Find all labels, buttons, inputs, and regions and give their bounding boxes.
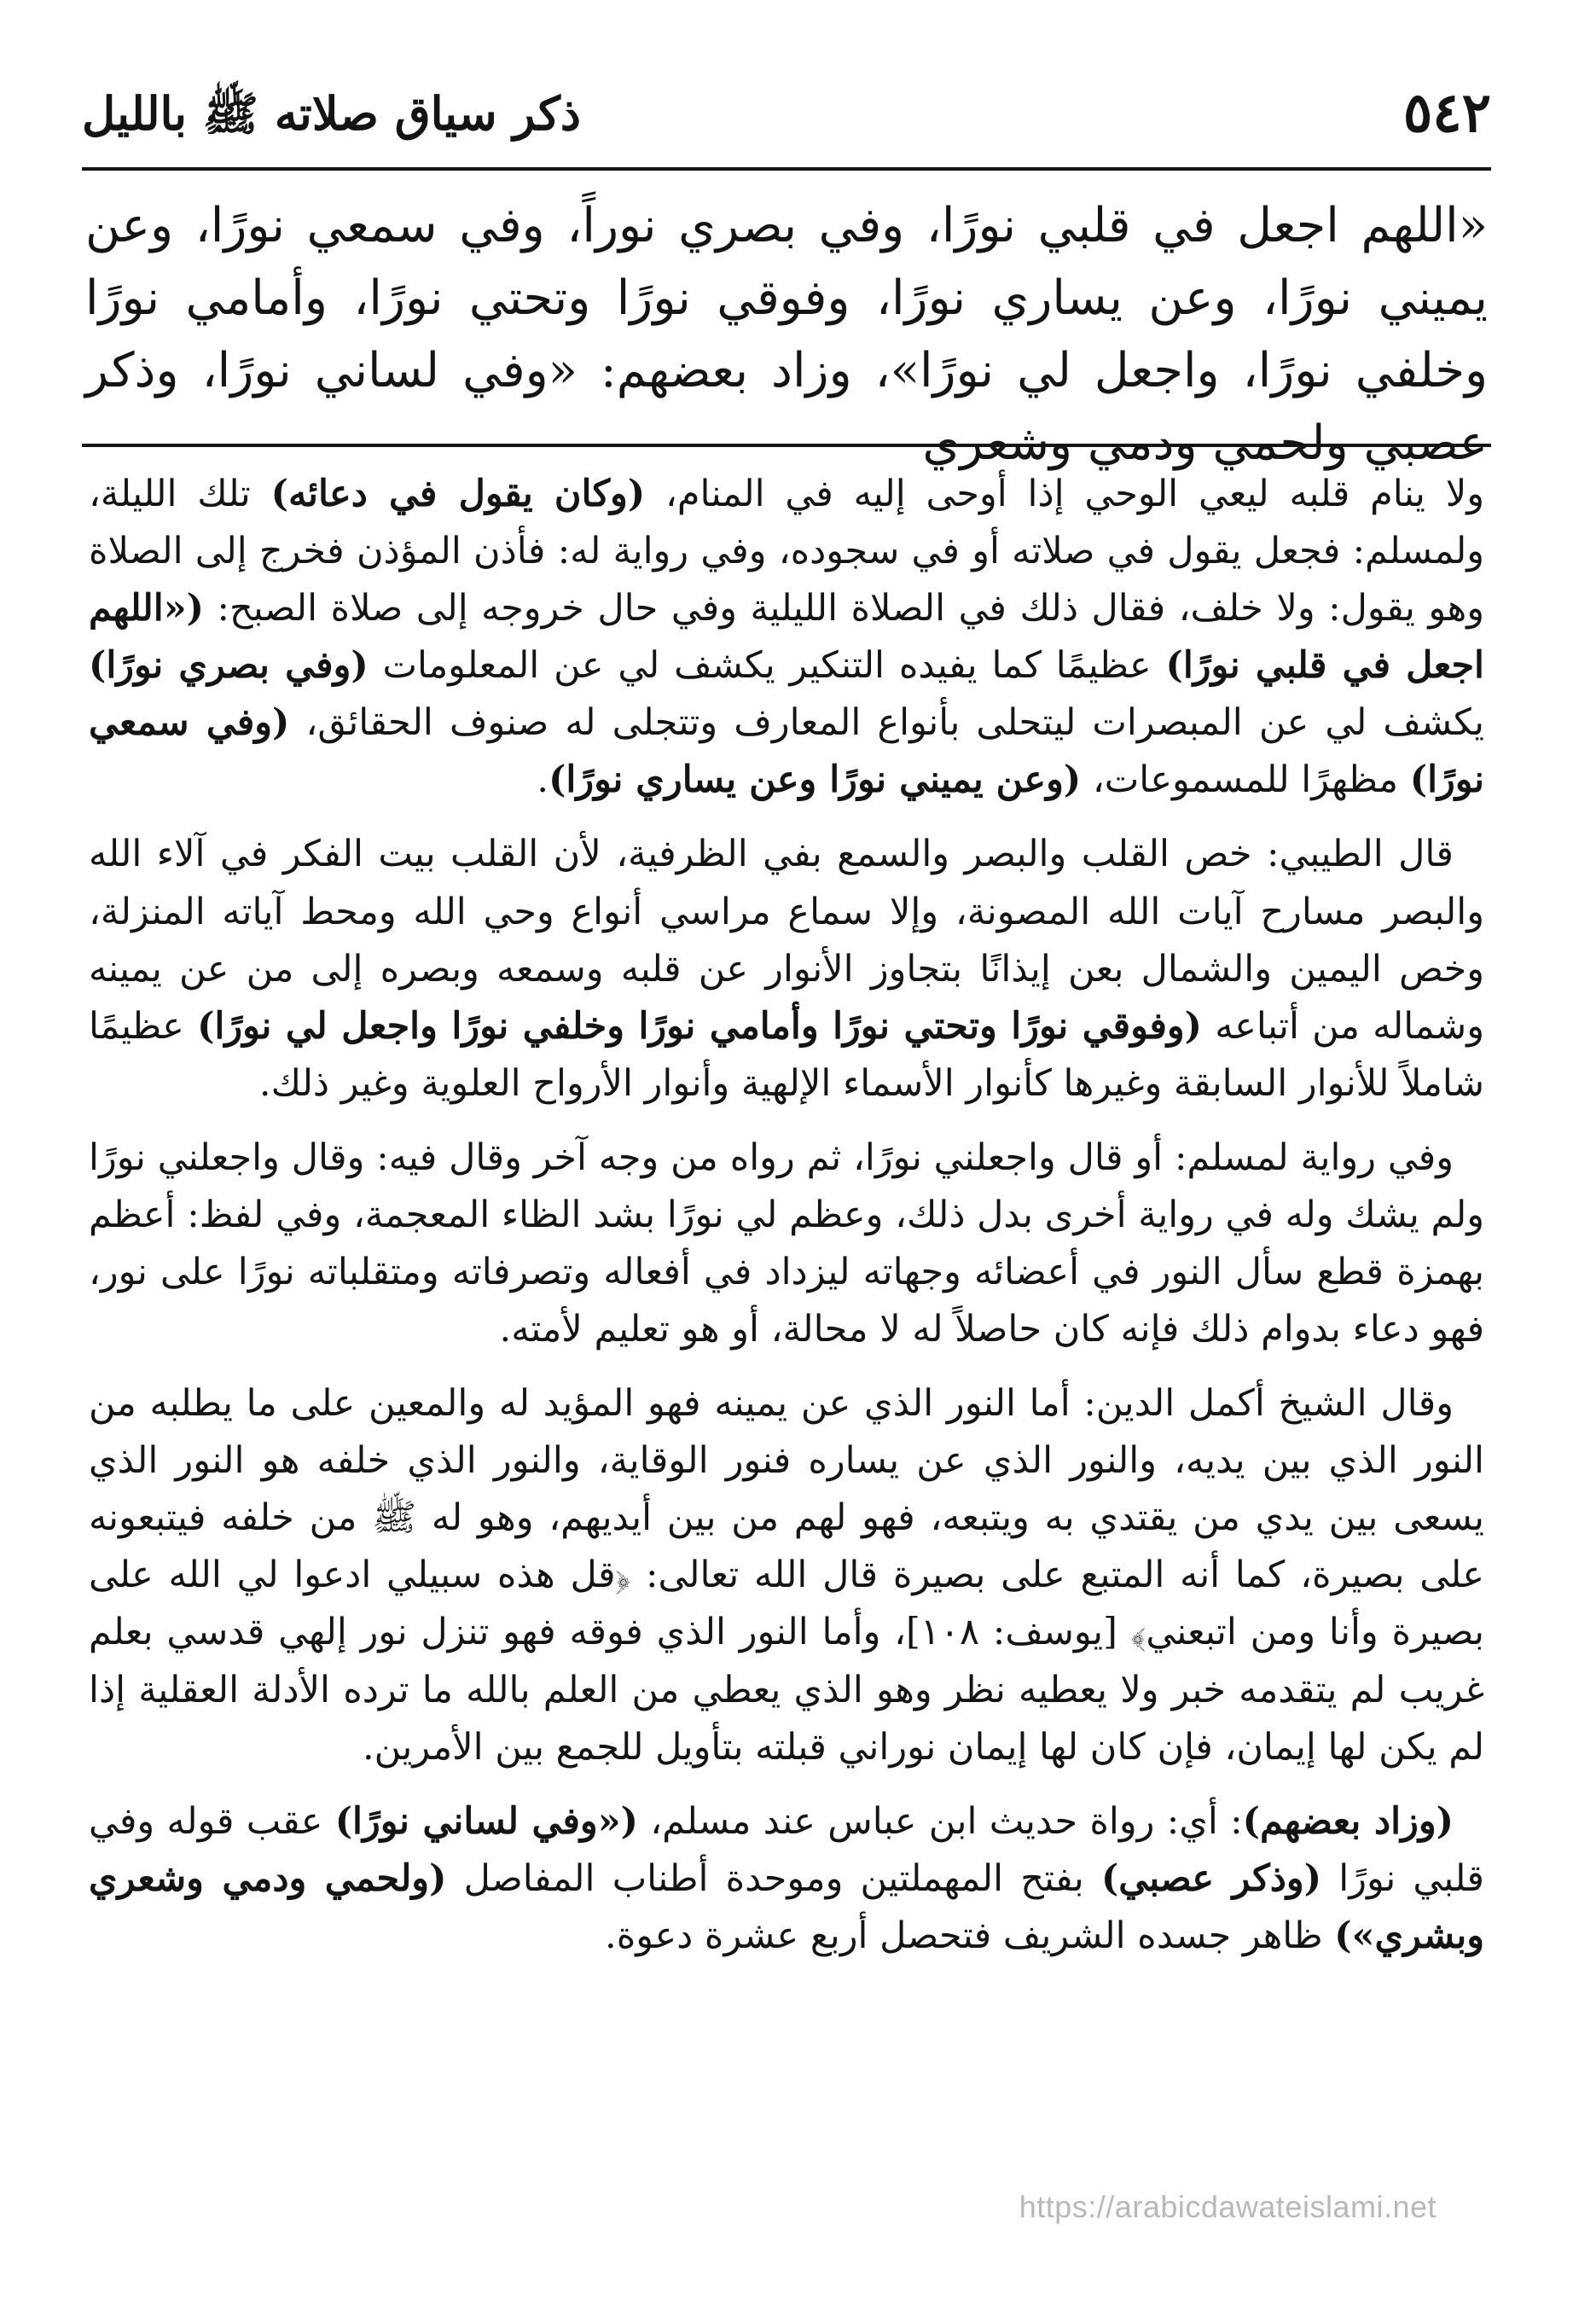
commentary-divider bbox=[82, 444, 1491, 447]
quoted-phrase: (وذكر عصبي) bbox=[1100, 1856, 1322, 1900]
commentary-paragraph-2 bbox=[89, 826, 1484, 1112]
text-span: وقال الشيخ أكمل الدين: أما النور الذي عن يمينه فهو المؤيد له والمعين على ما يطلبه من النور الذي بين يديه، والنور الذي عن يساره فنور الوقاية، والنور الذي خلفه هو النور الذي يسعى بين يدي من يقتدي به ويتبعه، فهو لهم من بين أيديهم، وهو له ﷺ من خلفه فيتبعونه على بصيرة، كما أنه المتبع على بصيرة قال الله تعالى: ﴿قل هذه سبيلي ادعوا لي الله على بصيرة وأنا ومن اتبعني﴾ [يوسف: ١٠٨]، وأما النور الذي فوقه فهو تنزل نور إلهي قدسي بعلم غريب لم يتقدمه خبر ولا يعطيه نظر وهو الذي يعطي من العلم بالله ما ترده الأدلة العقلية إذا لم يكن لها إيمان، فإن كان لها إيمان نوراني قبلته بتأويل للجمع بين الأمرين. bbox=[89, 1382, 1484, 1769]
text-span: قال الطيبي: خص القلب والبصر والسمع بفي الظرفية، لأن القلب بيت الفكر في آلاء الله والبصر مسارح آيات الله المصونة، وإلا سماع مراسي أنواع وحي الله ومحط آياته المنزلة، وخص اليمين والشمال بعن إيذانًا بتجاوز الأنوار عن قلبه وسمعه وبصره إلى من عن يمينه وشماله من أتباعه bbox=[89, 833, 1484, 1048]
text-span: ظاهر جسده الشريف فتحصل أربع عشرة دعوة. bbox=[605, 1914, 1335, 1957]
quoted-phrase: (ولحمي ودمي وشعري وبشري») bbox=[89, 1856, 1484, 1957]
text-span: ولا ينام قلبه ليعي الوحي إذا أوحى إليه في المنام، bbox=[645, 473, 1484, 515]
page-number: ٥٤٢ bbox=[1402, 81, 1491, 145]
commentary-paragraph-3 bbox=[89, 1130, 1484, 1358]
quoted-phrase: («وفي لساني نورًا) bbox=[334, 1799, 638, 1843]
text-span: يكشف لي عن المبصرات ليتحلى بأنواع المعارف وتتجلى له صنوف الحقائق، bbox=[289, 701, 1484, 745]
commentary-paragraph-5 bbox=[89, 1793, 1484, 1965]
running-title: ذكر سياق صلاته ﷺ بالليل bbox=[82, 86, 581, 141]
quoted-phrase: (وفوقي نورًا وتحتي نورًا وأمامي نورًا وخلفي نورًا واجعل لي نورًا) bbox=[197, 1004, 1202, 1048]
header-divider bbox=[82, 167, 1491, 171]
text-span: مظهرًا للمسموعات، bbox=[1081, 758, 1410, 802]
text-span: : أي: رواة حديث ابن عباس عند مسلم، bbox=[637, 1799, 1243, 1843]
hadith-text: «اللهم اجعل في قلبي نورًا، وفي بصري نوراً، وفي سمعي نورًا، وعن يميني نورًا، وعن يساري نورًا، وفوقي نورًا وتحتي نورًا، وأمامي نورًا وخلفي نورًا، واجعل لي نورًا»، وزاد بعضهم: «وفي لساني نورًا، وذكر عصبي ولحمي ودمي وشعري bbox=[85, 198, 1488, 472]
hadith-text-block bbox=[85, 189, 1488, 479]
quoted-phrase: (وفي بصري نورًا) bbox=[89, 644, 369, 688]
quoted-phrase: (وزاد بعضهم) bbox=[1242, 1799, 1454, 1843]
text-span: عظيمًا كما يفيده التنكير يكشف لي عن المعلومات bbox=[368, 644, 1166, 688]
quoted-phrase: (وفي سمعي نورًا) bbox=[89, 701, 1484, 802]
text-span: عظيمًا شاملاً للأنوار السابقة وغيرها كأنوار الأسماء الإلهية وأنوار الأرواح العلوية وغير ذلك. bbox=[89, 1004, 1484, 1105]
text-span: تلك الليلة، ولمسلم: فجعل يقول في صلاته أو في سجوده، وفي رواية له: فأذن المؤذن فخرج إلى الصلاة وهو يقول: ولا خلف، فقال ذلك في الصلاة الليلية وفي حال خروجه إلى صلاة الصبح: bbox=[89, 473, 1484, 630]
commentary-paragraph-1 bbox=[89, 466, 1484, 809]
quoted-phrase: («اللهم اجعل في قلبي نورًا) bbox=[89, 587, 1484, 688]
watermark-url: https://arabicdawateislami.net bbox=[1019, 2189, 1437, 2224]
quoted-phrase: (وعن يميني نورًا وعن يساري نورًا) bbox=[549, 758, 1082, 802]
text-span: وفي رواية لمسلم: أو قال واجعلني نورًا، ثم رواه من وجه آخر وقال فيه: وقال واجعلني نورًا ولم يشك وله في رواية أخرى بدل ذلك، وعظم لي نورًا بشد الظاء المعجمة، وفي لفظ: أعظم بهمزة قطع سأل النور في أعضائه وجهاته ليزداد في أفعاله وتصرفاته ومتقلباته نورًا على نور، فهو دعاء بدوام ذلك فإنه كان حاصلاً له لا محالة، أو هو تعليم لأمته. bbox=[89, 1136, 1484, 1351]
commentary-block bbox=[89, 466, 1484, 1982]
quoted-phrase: (وكان يقول في دعائه) bbox=[270, 473, 646, 515]
text-span: بفتح المهملتين وموحدة أطناب المفاصل bbox=[446, 1856, 1101, 1900]
text-span: . bbox=[537, 758, 549, 802]
text-span: عقب قوله وفي قلبي نورًا bbox=[89, 1799, 1484, 1900]
commentary-paragraph-4 bbox=[89, 1375, 1484, 1776]
page-header bbox=[82, 67, 1491, 160]
